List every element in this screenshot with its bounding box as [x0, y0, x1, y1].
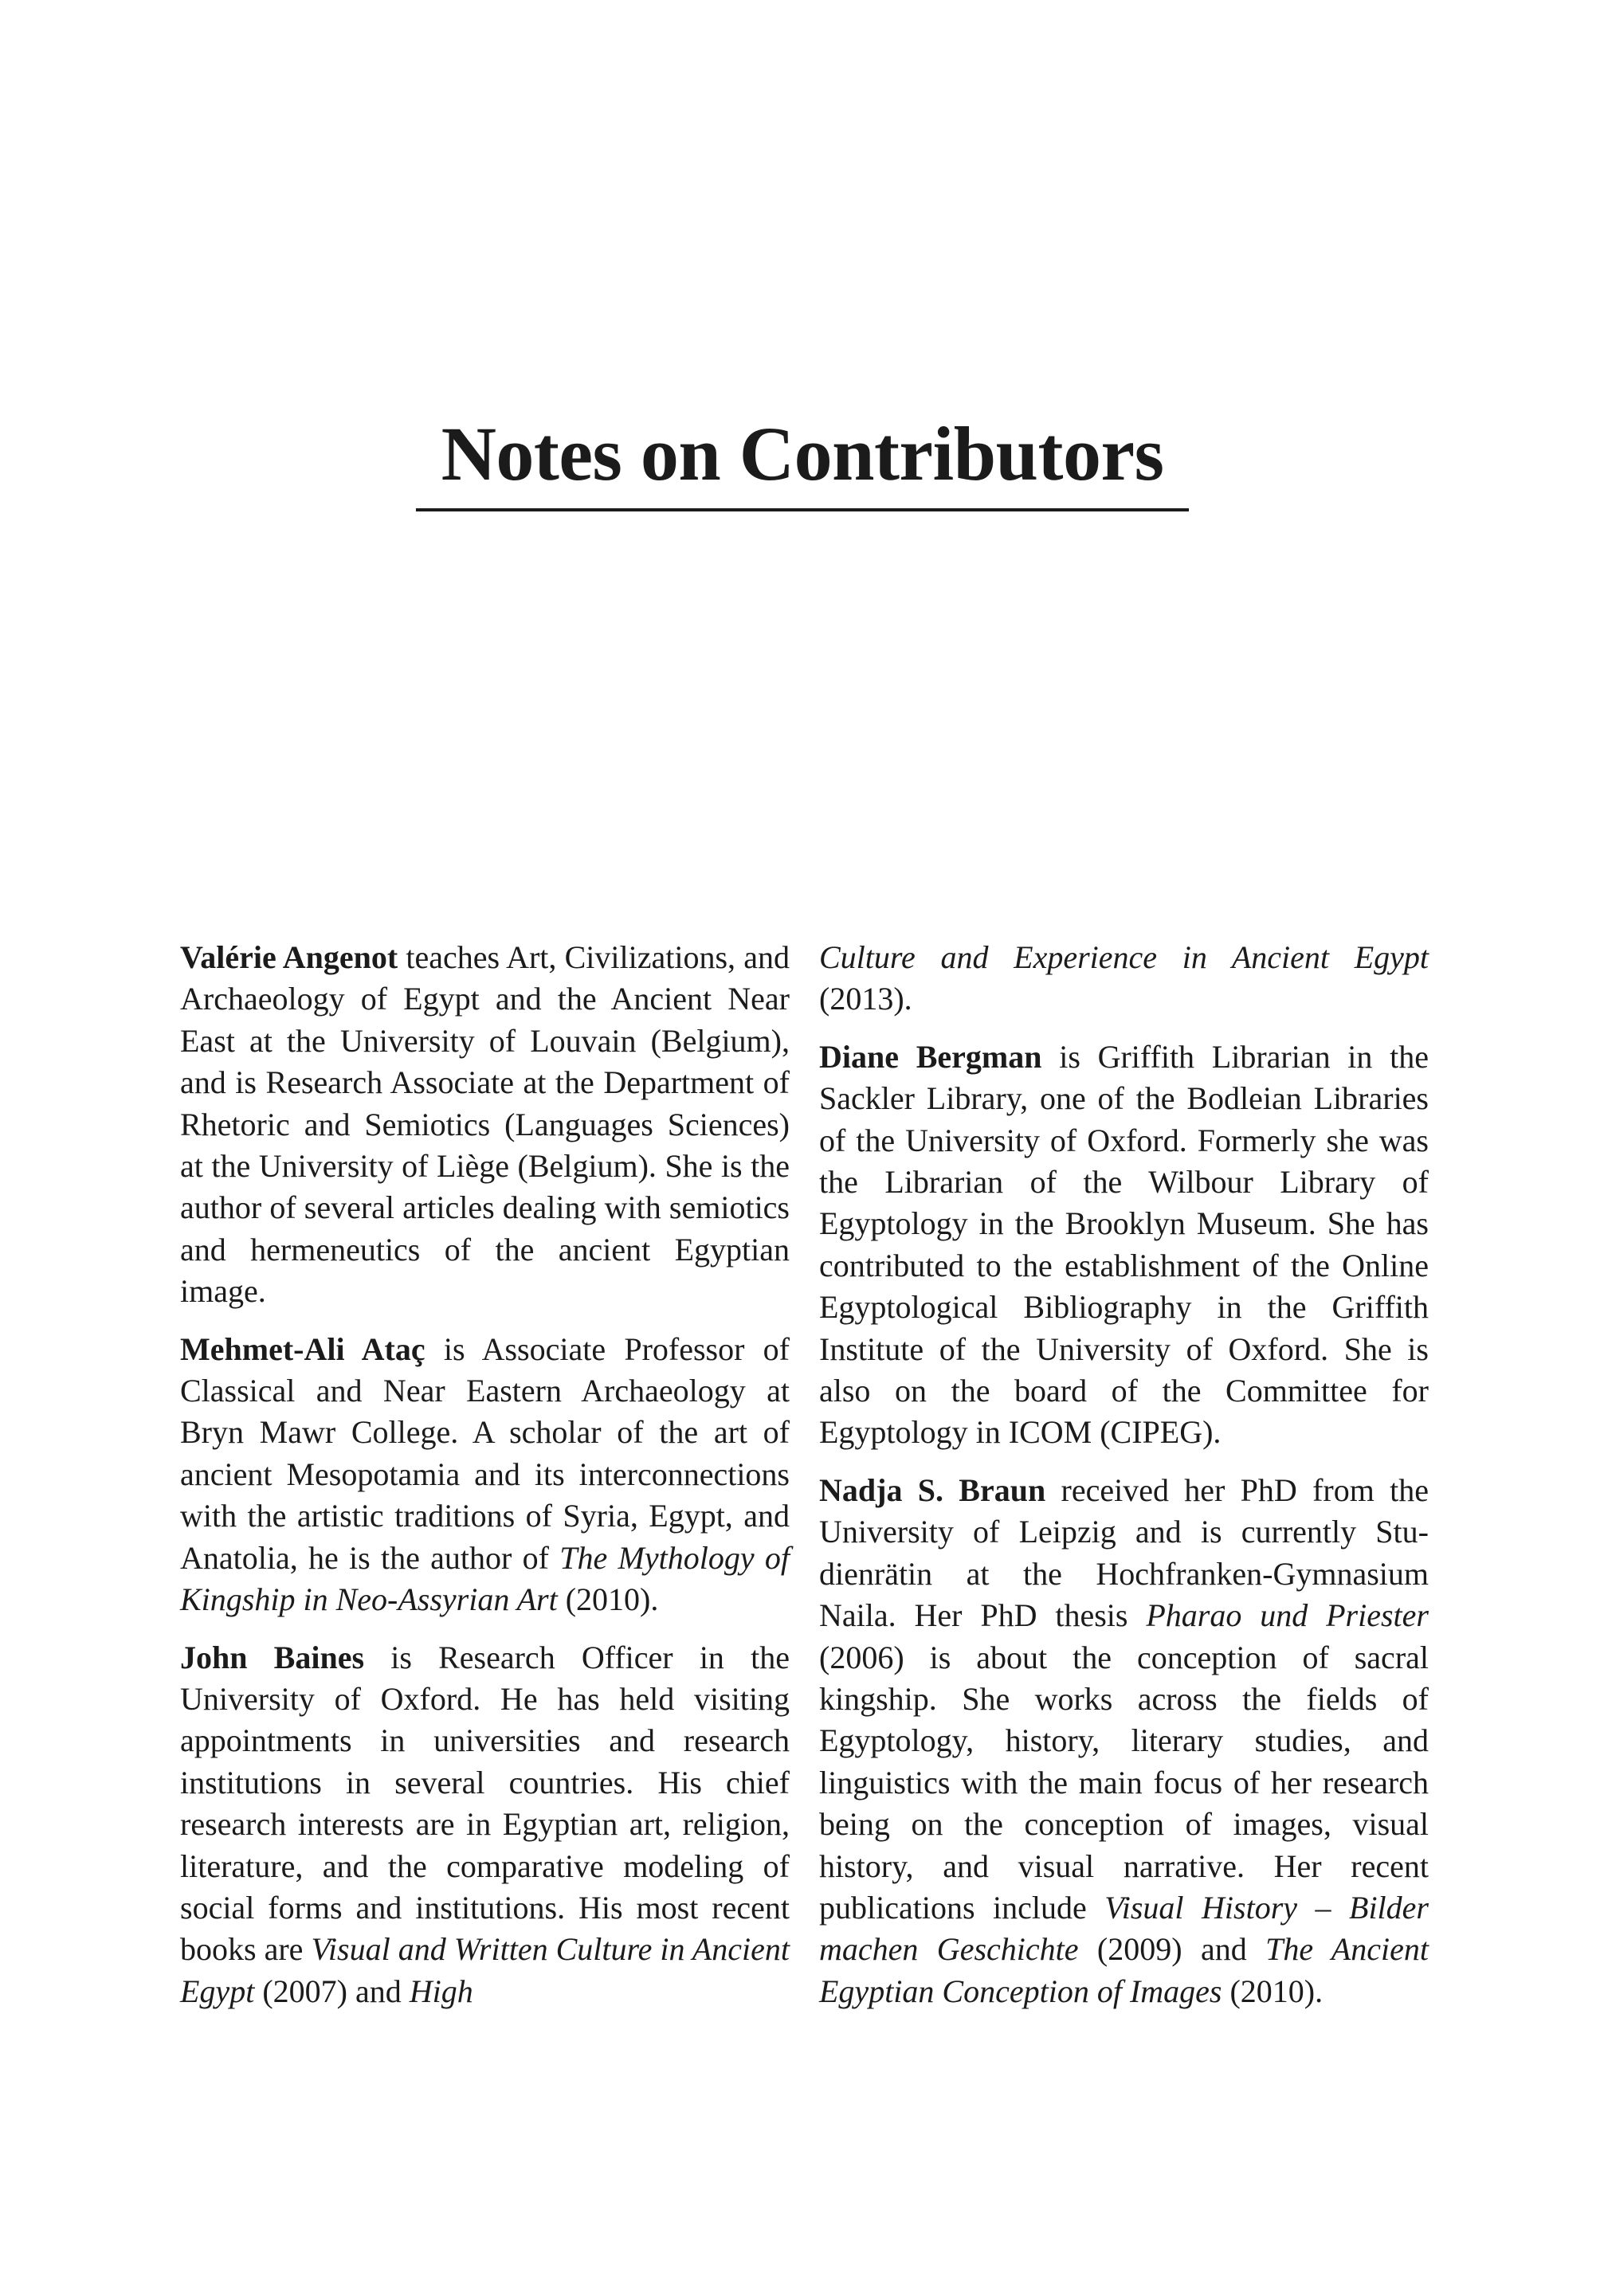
page-title: Notes on Contributors [441, 411, 1164, 496]
contributor-bio: is Associate Professor of Classical and Near Eastern Archaeology at Bryn Mawr College. A scholar of the art of ancient Mesopotamia and its interconnections with the artistic traditions of Syria, Egypt, and Anatolia, he is the author of [180, 1330, 790, 1576]
book-title: The Ancient Egyptian Conception of Images [819, 1931, 1429, 2009]
contributor-bio: (2010). [1222, 1973, 1324, 2009]
contributor-bio: is Research Officer in the University of Oxford. He has held visiting appointments in universities and research institutions in several countries. His chief research interests are in Egyptian art, religion, literature, and the comparative modeling of social forms and institutions. His most recent books are [180, 1639, 790, 1968]
contributor-name: Nadja S. Braun [819, 1471, 1046, 1508]
book-title: High [409, 1973, 473, 2009]
book-title: Culture and Experience in Ancient Egypt [819, 939, 1429, 975]
contributor-bio: (2013). [819, 981, 912, 1017]
contributor-entry-braun [819, 1470, 1429, 2012]
left-column [180, 937, 790, 2028]
contributor-name: Mehmet-Ali Ataç [180, 1330, 425, 1367]
title-underline [416, 508, 1189, 511]
book-title: The Mythology of Kingship in Neo-Assyrian Art [180, 1539, 790, 1618]
contributor-bio: is Griffith Librarian in the Sackler Library, one of the Bodleian Libraries of the University of Oxford. Formerly she was the Librarian of the Wilbour Library of Egyptology in the Brooklyn Museum. She has contributed to the establishment of the Online Egyptological Bibliography in the Griffith Institute of the University of Oxford. She is also on the board of the Committee for Egyptology in ICOM (CIPEG). [819, 1038, 1429, 1451]
contributor-entry-angenot [180, 937, 790, 1313]
book-title: Pharao und Priester [1146, 1597, 1429, 1634]
contributor-bio: (2010). [557, 1581, 659, 1618]
book-title: Visual and Written Culture in Ancient Egypt [180, 1931, 790, 2009]
right-column [819, 937, 1429, 2028]
contributor-entry-bergman [819, 1036, 1429, 1454]
contributor-bio: (2007) and [254, 1973, 410, 2009]
contributor-name: Diane Bergman [819, 1038, 1042, 1075]
contributor-bio: (2006) is about the conception of sacral kingship. She works across the fields of Egyptology, history, literary studies, and linguistics with the main focus of her research being on the conception of images, visual history, and visual narrative. Her recent publications include [819, 1639, 1429, 1926]
contributor-name: John Baines [180, 1639, 365, 1675]
contributor-bio: received her PhD from the University of Leipzig and is currently Studienrätin at the Hochfranken-Gymnasium Naila. Her PhD thesis [819, 1471, 1429, 1634]
book-title: Visual History – Bilder machen Geschichte [819, 1889, 1429, 1968]
contributor-bio: teaches Art, Civilizations, and Archaeology of Egypt and the Ancient Near East at the University of Louvain (Belgium), and is Research Associate at the Department of Rhetoric and Semiotics (Languages Sciences) at the University of Liège (Belgium). She is the author of several articles dealing with semiotics and hermeneutics of the ancient Egyptian image. [180, 939, 790, 1310]
contributor-entry-baines [180, 1637, 790, 2013]
contributor-name: Valérie Angenot [180, 939, 398, 975]
contributor-entry-atac [180, 1329, 790, 1621]
contributor-bio: (2009) and [1078, 1931, 1266, 1968]
contributor-entry-baines-continued [819, 937, 1429, 1021]
